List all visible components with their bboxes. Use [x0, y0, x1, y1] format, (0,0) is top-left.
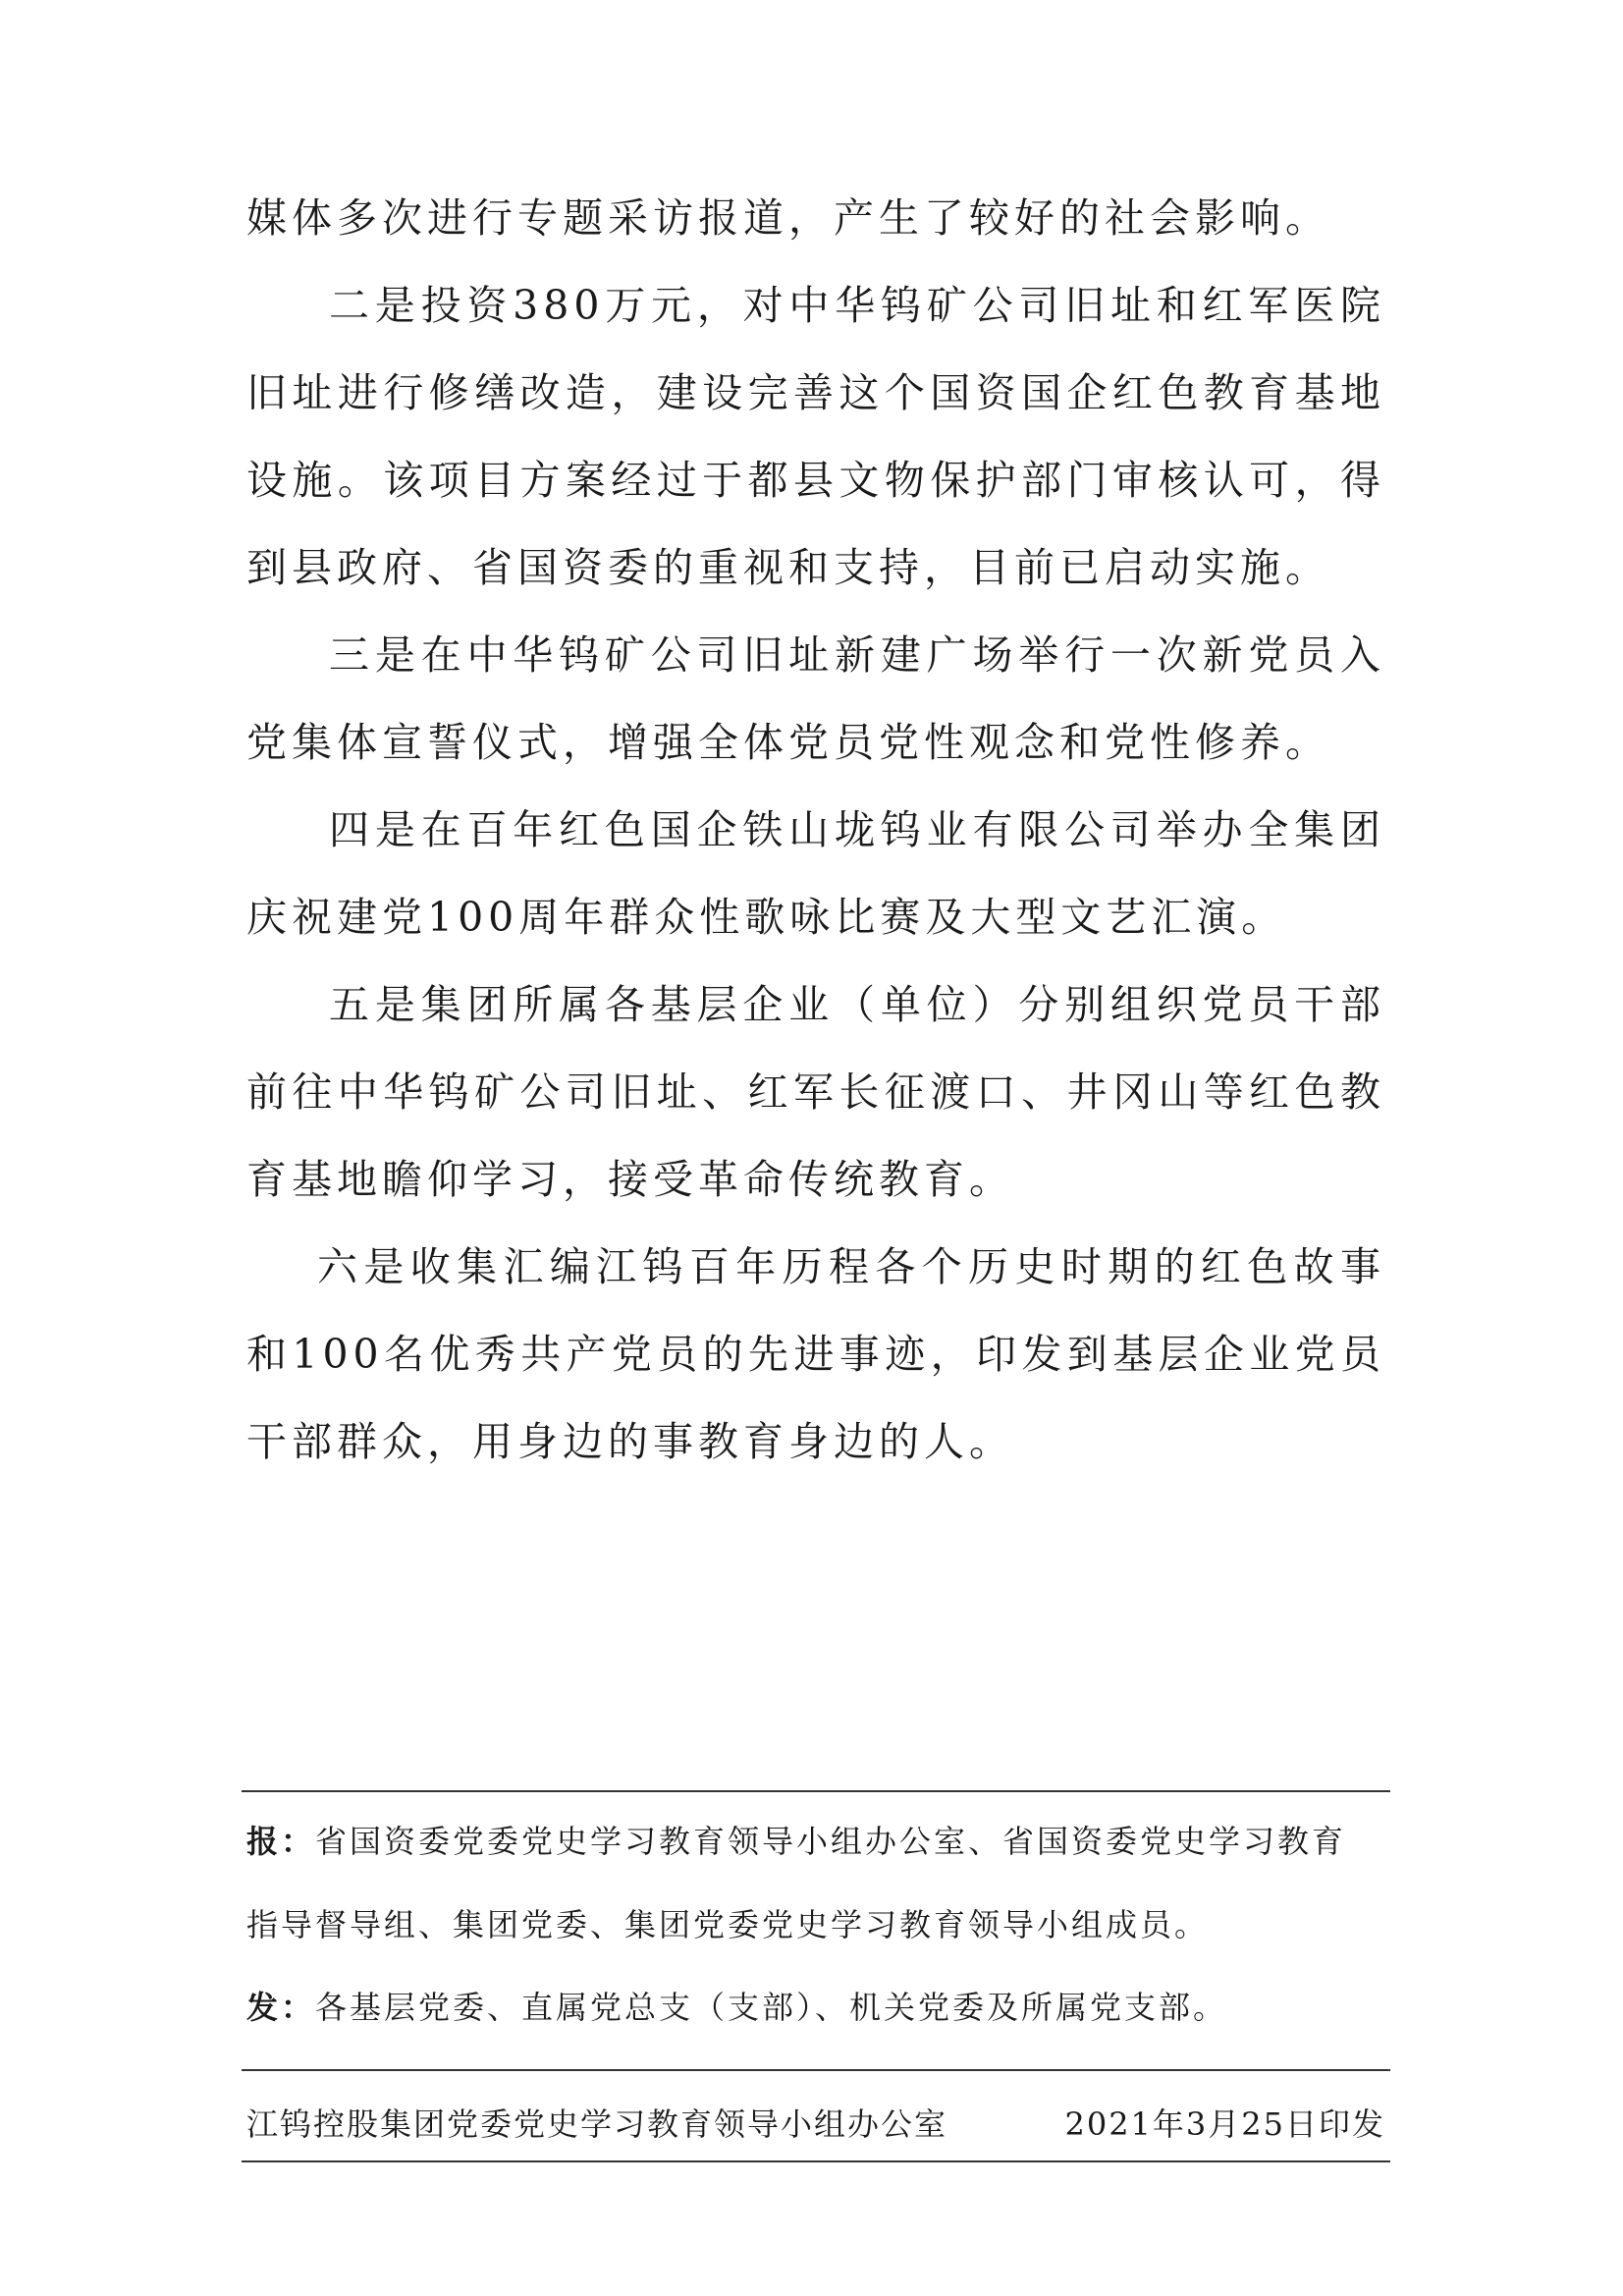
divider-bottom: [242, 2160, 1390, 2162]
document-body: [246, 175, 1385, 1486]
issuer-row: [246, 2105, 1385, 2144]
report-label: 报：: [246, 1823, 316, 1860]
send-line: [246, 1988, 1385, 2027]
send-label: 发：: [246, 1989, 316, 2026]
paragraph-item-4: 四是在百年红色国企铁山垅钨业有限公司举办全集团庆祝建党100周年群众性歌咏比赛及大型文艺汇演。: [246, 806, 1385, 941]
issuer-office: 江钨控股集团党委党史学习教育领导小组办公室: [246, 2105, 948, 2143]
divider-top: [242, 1790, 1390, 1792]
issue-date: 2021年3月25日印发: [1064, 2105, 1385, 2143]
paragraph-continuation: 媒体多次进行专题采访报道，产生了较好的社会影响。: [246, 194, 1330, 242]
paragraph-item-3: 三是在中华钨矿公司旧址新建广场举行一次新党员入党集体宣誓仪式，增强全体党员党性观念和党性修养。: [246, 631, 1385, 766]
report-recipients-2: 指导督导组、集团党委、集团党委党史学习教育领导小组成员。: [246, 1906, 1210, 1943]
report-line-2: [246, 1905, 1385, 1944]
paragraph-item-2: 二是投资380万元，对中华钨矿公司旧址和红军医院旧址进行修缮改造，建设完善这个国资国企红色教育基地设施。该项目方案经过于都县文物保护部门审核认可，得到县政府、省国资委的重视和支持，目前已启动实施。: [246, 282, 1385, 591]
paragraph-item-5: 五是集团所属各基层企业（单位）分别组织党员干部前往中华钨矿公司旧址、红军长征渡口、井冈山等红色教育基地瞻仰学习，接受革命传统教育。: [246, 981, 1385, 1203]
paragraph-item-6: 六是收集汇编江钨百年历程各个历史时期的红色故事和100名优秀共产党员的先进事迹，印发到基层企业党员干部群众，用身边的事教育身边的人。: [246, 1243, 1385, 1465]
divider-middle: [242, 2069, 1390, 2071]
report-recipients-1: 省国资委党委党史学习教育领导小组办公室、省国资委党史学习教育: [315, 1823, 1347, 1860]
report-line-1: [246, 1822, 1385, 1861]
send-recipients: 各基层党委、直属党总支（支部）、机关党委及所属党支部。: [315, 1989, 1228, 2026]
